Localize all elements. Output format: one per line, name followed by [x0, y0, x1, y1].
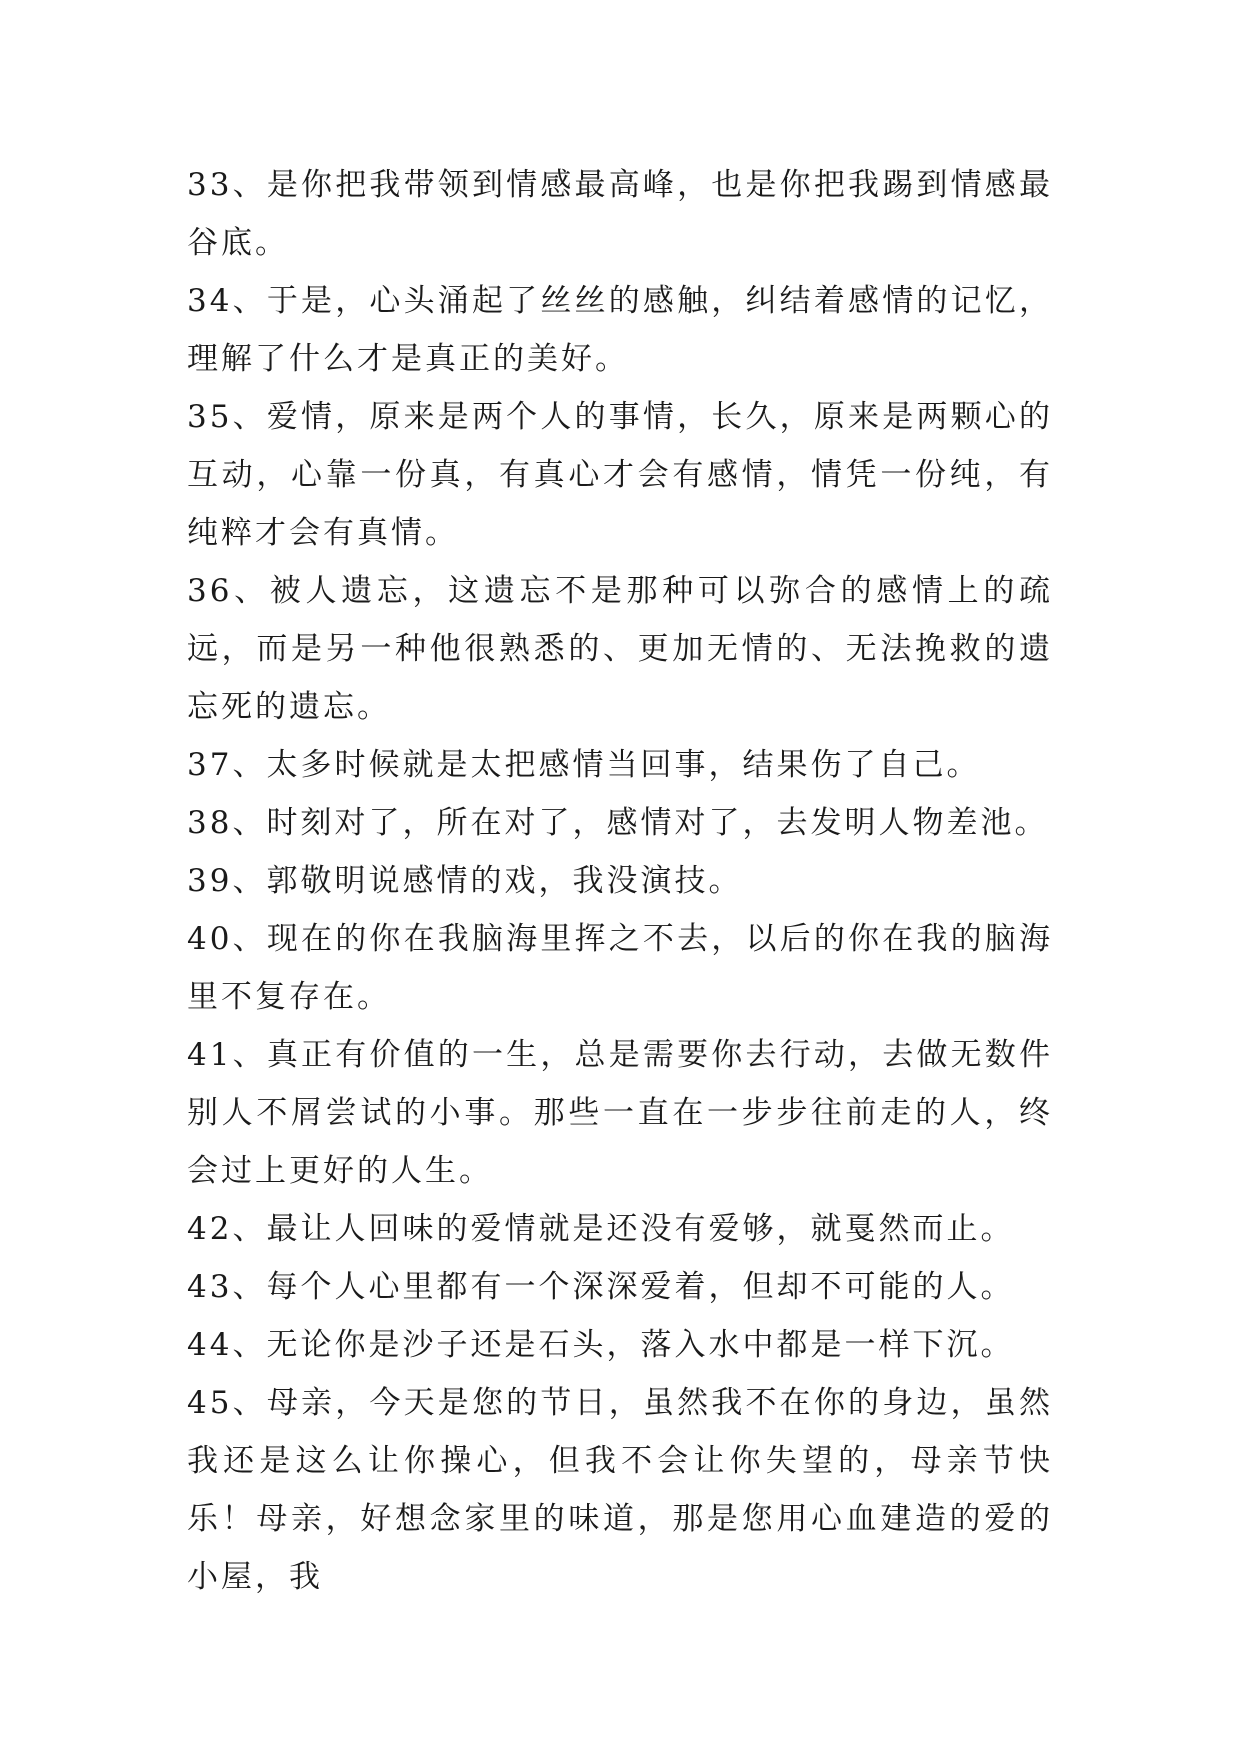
paragraph-43: 43、每个人心里都有一个深深爱着，但却不可能的人。: [187, 1269, 1015, 1305]
paragraph-40: 40、现在的你在我脑海里挥之不去，以后的你在我的脑海里不复存在。: [187, 921, 1053, 1015]
document-body: [187, 156, 1053, 1606]
paragraph-33: 33、是你把我带领到情感最高峰，也是你把我踢到情感最谷底。: [187, 167, 1053, 261]
paragraph-38: 38、时刻对了，所在对了，感情对了，去发明人物差池。: [187, 805, 1049, 841]
paragraph-37: 37、太多时候就是太把感情当回事，结果伤了自己。: [187, 747, 981, 783]
paragraph-44: 44、无论你是沙子还是石头，落入水中都是一样下沉。: [187, 1327, 1015, 1363]
paragraph-39: 39、郭敬明说感情的戏，我没演技。: [187, 863, 743, 899]
paragraph-36: 36、被人遗忘，这遗忘不是那种可以弥合的感情上的疏远，而是另一种他很熟悉的、更加无情的、无法挽救的遗忘死的遗忘。: [187, 573, 1053, 725]
paragraph-35: 35、爱情，原来是两个人的事情，长久，原来是两颗心的互动，心靠一份真，有真心才会有感情，情凭一份纯，有纯粹才会有真情。: [187, 399, 1053, 551]
paragraph-41: 41、真正有价值的一生，总是需要你去行动，去做无数件别人不屑尝试的小事。那些一直在一步步往前走的人，终会过上更好的人生。: [187, 1037, 1053, 1189]
paragraph-34: 34、于是，心头涌起了丝丝的感触，纠结着感情的记忆，理解了什么才是真正的美好。: [187, 283, 1053, 377]
paragraph-45: 45、母亲，今天是您的节日，虽然我不在你的身边，虽然我还是这么让你操心，但我不会让你失望的，母亲节快乐！母亲，好想念家里的味道，那是您用心血建造的爱的小屋，我: [187, 1385, 1053, 1595]
paragraph-42: 42、最让人回味的爱情就是还没有爱够，就戛然而止。: [187, 1211, 1015, 1247]
